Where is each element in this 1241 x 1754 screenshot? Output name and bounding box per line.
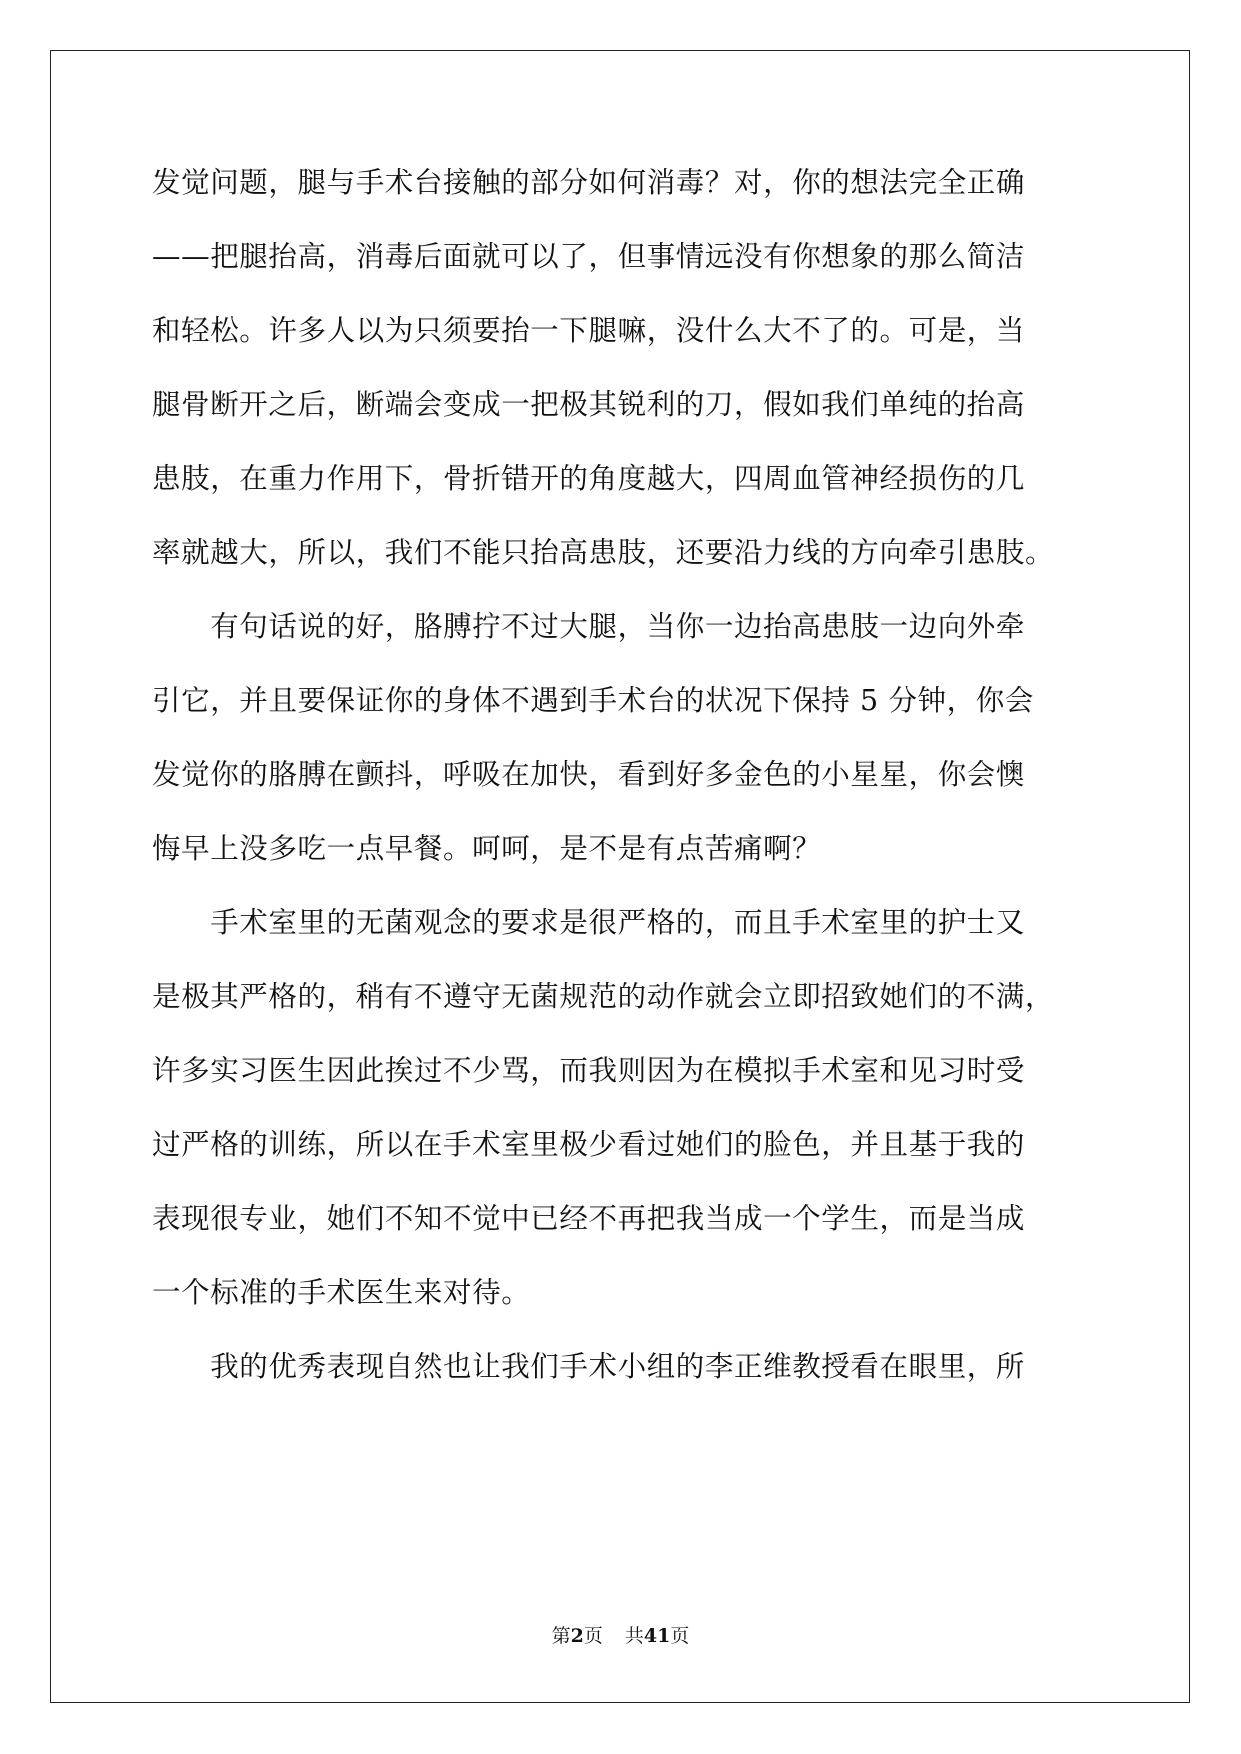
text-line: 发觉问题，腿与手术台接触的部分如何消毒？对，你的想法完全正确 (152, 166, 1026, 199)
page-suffix: 页 (583, 1625, 603, 1647)
text-line: 引它，并且要保证你的身体不遇到手术台的状况下保持 5 分钟，你会 (152, 684, 1034, 717)
page-border (50, 50, 1190, 1703)
text-line: 一个标准的手术医生来对待。 (152, 1276, 531, 1309)
text-line: 悔早上没多吃一点早餐。呵呵，是不是有点苦痛啊？ (152, 832, 822, 865)
text-line: 率就越大，所以，我们不能只抬高患肢，还要沿力线的方向牵引患肢。 (152, 536, 1055, 569)
text-line: 患肢，在重力作用下，骨折错开的角度越大，四周血管神经损伤的几 (152, 462, 1026, 495)
text-line: 表现很专业，她们不知不觉中已经不再把我当成一个学生，而是当成 (152, 1202, 1026, 1235)
page-footer (0, 1624, 1241, 1648)
page-number: 2 (570, 1625, 584, 1647)
text-line: 我的优秀表现自然也让我们手术小组的李正维教授看在眼里，所 (152, 1350, 1026, 1383)
total-suffix: 页 (670, 1625, 690, 1647)
text-line: 过严格的训练，所以在手术室里极少看过她们的脸色，并且基于我的 (152, 1128, 1026, 1161)
text-line: 腿骨断开之后，断端会变成一把极其锐利的刀，假如我们单纯的抬高 (152, 388, 1026, 421)
total-pages: 41 (643, 1625, 671, 1647)
text-line: 有句话说的好，胳膊拧不过大腿，当你一边抬高患肢一边向外牵 (152, 610, 1026, 643)
text-line: 发觉你的胳膊在颤抖，呼吸在加快，看到好多金色的小星星，你会懊 (152, 758, 1026, 791)
text-line: 是极其严格的，稍有不遵守无菌规范的动作就会立即招致她们的不满， (152, 980, 1055, 1013)
text-line: 手术室里的无菌观念的要求是很严格的，而且手术室里的护士又 (152, 906, 1026, 939)
text-line: ——把腿抬高，消毒后面就可以了，但事情远没有你想象的那么简洁 (152, 240, 1026, 273)
page-prefix: 第 (551, 1625, 571, 1647)
text-line: 许多实习医生因此挨过不少骂，而我则因为在模拟手术室和见习时受 (152, 1054, 1026, 1087)
text-line: 和轻松。许多人以为只须要抬一下腿嘛，没什么大不了的。可是，当 (152, 314, 1026, 347)
total-prefix: 共 (624, 1625, 644, 1647)
